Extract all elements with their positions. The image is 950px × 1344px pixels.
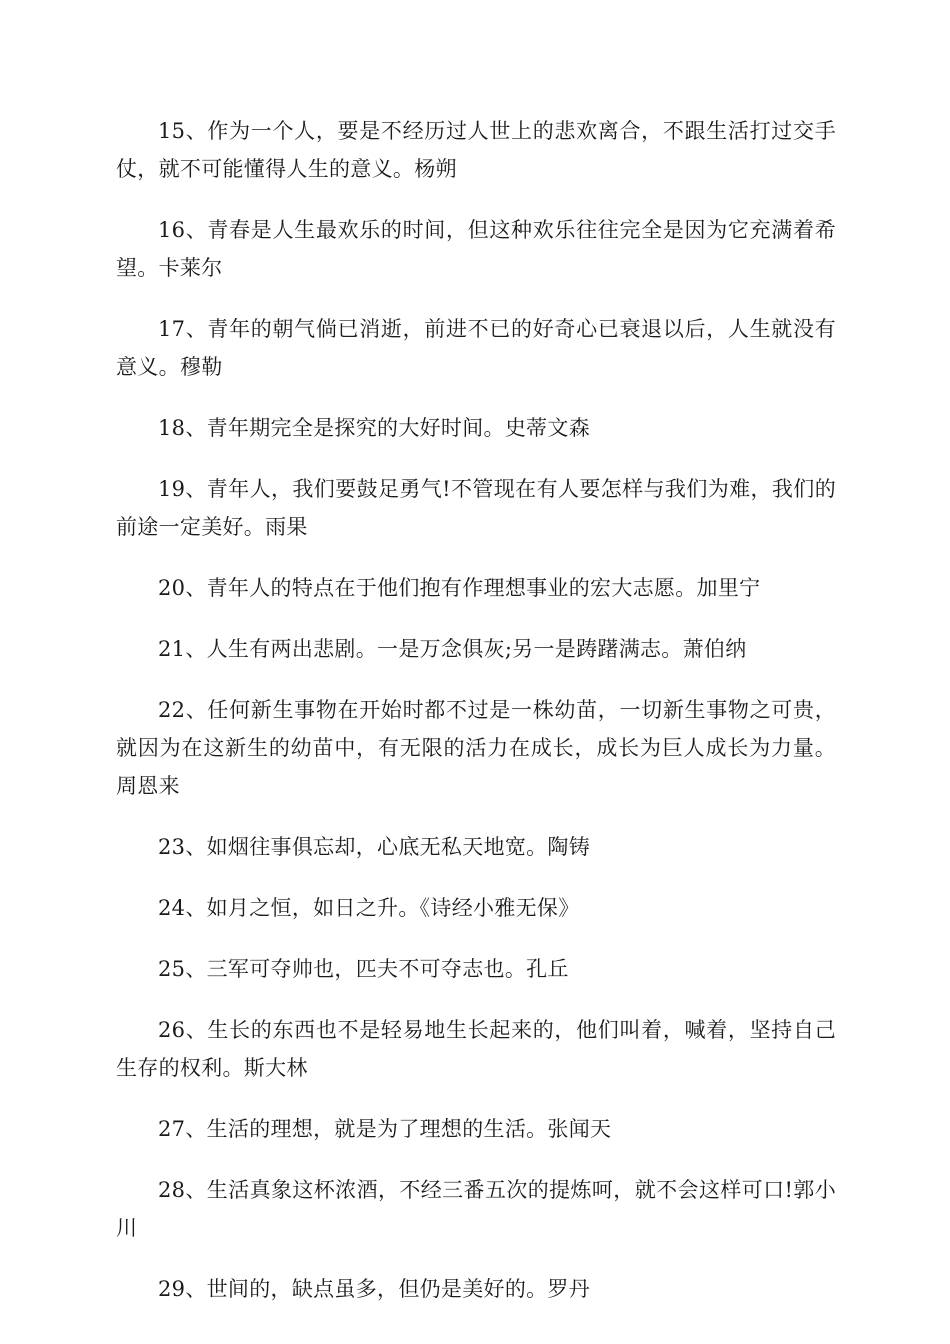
quote-paragraph: 19、青年人，我们要鼓足勇气!不管现在有人要怎样与我们为难，我们的前途一定美好。雨果 xyxy=(116,477,836,539)
quote-paragraph: 22、任何新生事物在开始时都不过是一株幼苗，一切新生事物之可贵，就因为在这新生的幼苗中，有无限的活力在成长，成长为巨人成长为力量。周恩来 xyxy=(116,698,836,798)
quote-paragraph: 26、生长的东西也不是轻易地生长起来的，他们叫着，喊着，坚持自己生存的权利。斯大林 xyxy=(116,1018,836,1080)
quote-paragraph: 25、三军可夺帅也，匹夫不可夺志也。孔丘 xyxy=(158,957,569,981)
quote-paragraph: 16、青春是人生最欢乐的时间，但这种欢乐往往完全是因为它充满着希望。卡莱尔 xyxy=(116,218,836,280)
quote-paragraph: 21、人生有两出悲剧。一是万念俱灰;另一是踌躇满志。萧伯纳 xyxy=(158,637,747,661)
quote-list xyxy=(116,112,836,1331)
quote-paragraph: 24、如月之恒，如日之升。《诗经小雅无保》 xyxy=(158,896,580,920)
quote-paragraph: 17、青年的朝气倘已消逝，前进不已的好奇心已衰退以后，人生就没有意义。穆勒 xyxy=(116,317,836,379)
quote-paragraph: 18、青年期完全是探究的大好时间。史蒂文森 xyxy=(158,416,591,440)
quote-paragraph: 28、生活真象这杯浓酒，不经三番五次的提炼呵，就不会这样可口!郭小川 xyxy=(116,1178,836,1240)
quote-paragraph: 20、青年人的特点在于他们抱有作理想事业的宏大志愿。加里宁 xyxy=(158,576,761,600)
quote-paragraph: 29、世间的，缺点虽多，但仍是美好的。罗丹 xyxy=(158,1277,591,1301)
quote-paragraph: 23、如烟往事俱忘却，心底无私天地宽。陶铸 xyxy=(158,835,591,859)
quote-paragraph: 15、作为一个人，要是不经历过人世上的悲欢离合，不跟生活打过交手仗，就不可能懂得人生的意义。杨朔 xyxy=(116,119,836,181)
quote-paragraph: 27、生活的理想，就是为了理想的生活。张闻天 xyxy=(158,1117,612,1141)
